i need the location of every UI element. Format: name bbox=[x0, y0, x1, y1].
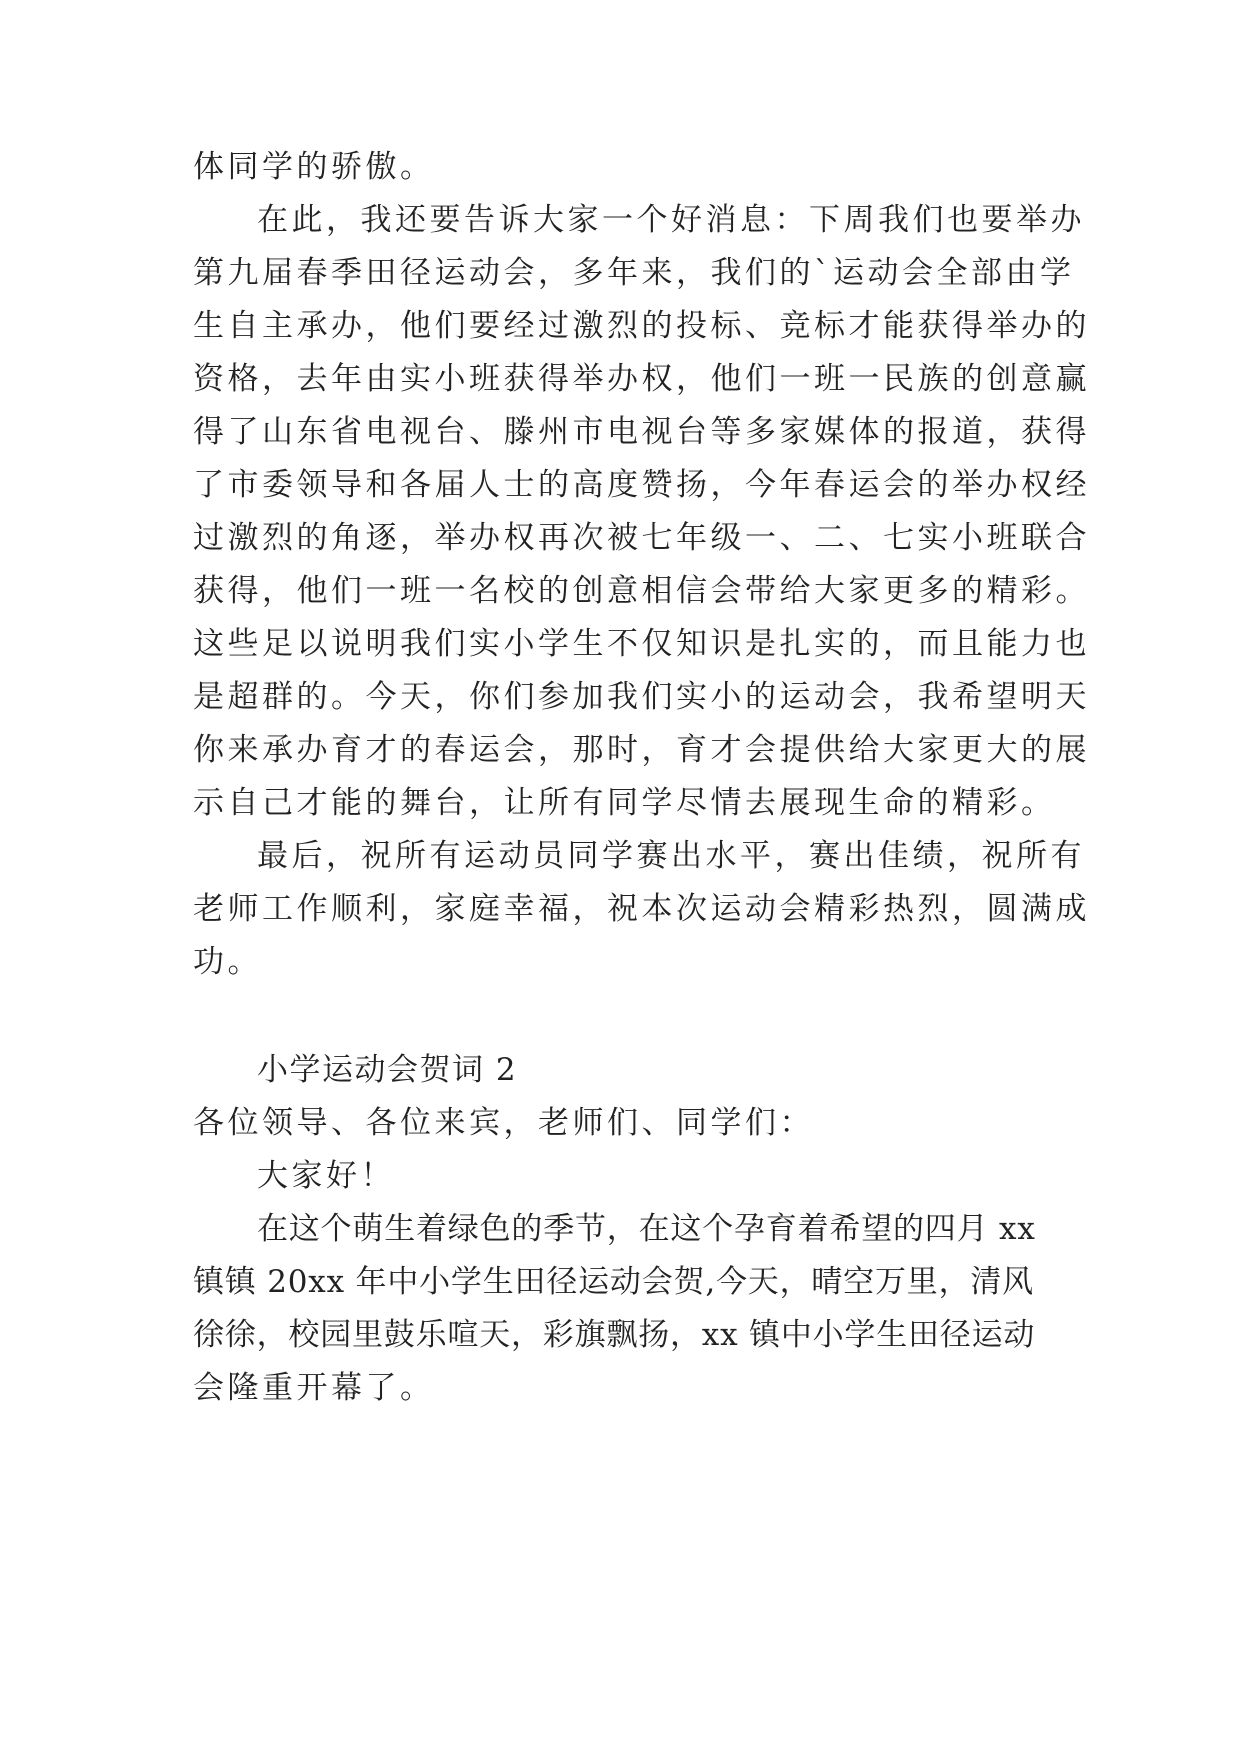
section-title: 小学运动会贺词 2 bbox=[257, 1052, 518, 1088]
paragraph-line: 会隆重开幕了。 bbox=[193, 1370, 435, 1406]
greeting-line: 大家好！ bbox=[257, 1158, 395, 1194]
paragraph-line: 了市委领导和各届人士的高度赞扬，今年春运会的举办权经 bbox=[193, 467, 1090, 503]
paragraph-line: 示自己才能的舞台，让所有同学尽情去展现生命的精彩。 bbox=[193, 785, 1056, 821]
paragraph-line: 徐徐，校园里鼓乐喧天，彩旗飘扬，xx 镇中小学生田径运动 bbox=[193, 1317, 1036, 1353]
paragraph-line: 第九届春季田径运动会，多年来，我们的`运动会全部由学 bbox=[193, 255, 1075, 291]
paragraph-line: 你来承办育才的春运会，那时，育才会提供给大家更大的展 bbox=[193, 732, 1090, 768]
paragraph-line: 生自主承办，他们要经过激烈的投标、竞标才能获得举办的 bbox=[193, 308, 1090, 344]
paragraph-line: 是超群的。今天，你们参加我们实小的运动会，我希望明天 bbox=[193, 679, 1090, 715]
paragraph-line: 镇镇 20xx 年中小学生田径运动会贺,今天，晴空万里，清风 bbox=[193, 1264, 1034, 1300]
paragraph-line: 最后，祝所有运动员同学赛出水平，赛出佳绩，祝所有 bbox=[257, 838, 1085, 874]
paragraph-line: 过激烈的角逐，举办权再次被七年级一、二、七实小班联合 bbox=[193, 520, 1090, 556]
paragraph-line: 资格，去年由实小班获得举办权，他们一班一民族的创意赢 bbox=[193, 361, 1090, 397]
paragraph-line: 功。 bbox=[193, 944, 262, 980]
paragraph-line: 在此，我还要告诉大家一个好消息：下周我们也要举办 bbox=[257, 202, 1085, 238]
salutation-line: 各位领导、各位来宾，老师们、同学们： bbox=[193, 1105, 814, 1141]
paragraph-line: 获得，他们一班一名校的创意相信会带给大家更多的精彩。 bbox=[193, 573, 1090, 609]
paragraph-line: 在这个萌生着绿色的季节，在这个孕育着希望的四月 xx bbox=[257, 1211, 1036, 1247]
paragraph-line: 得了山东省电视台、滕州市电视台等多家媒体的报道，获得 bbox=[193, 414, 1090, 450]
paragraph-line: 老师工作顺利，家庭幸福，祝本次运动会精彩热烈，圆满成 bbox=[193, 891, 1090, 927]
paragraph-line: 这些足以说明我们实小学生不仅知识是扎实的，而且能力也 bbox=[193, 626, 1090, 662]
paragraph-line: 体同学的骄傲。 bbox=[193, 149, 435, 185]
